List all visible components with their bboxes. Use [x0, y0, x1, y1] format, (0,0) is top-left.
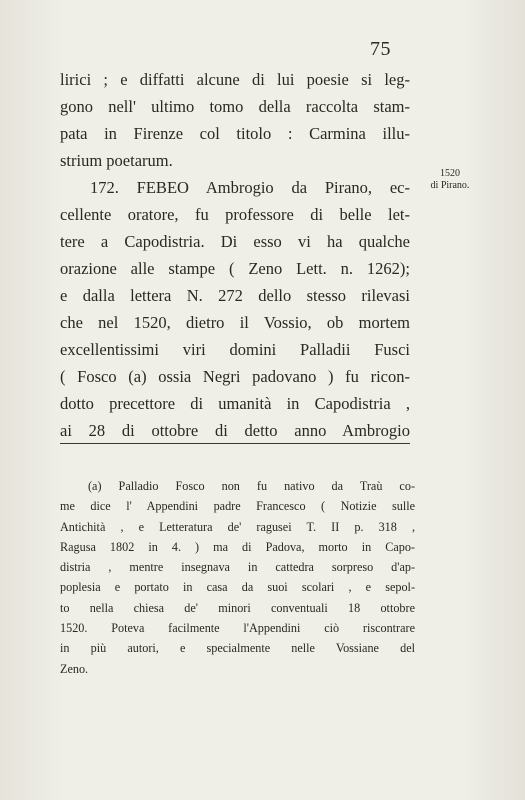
text-line: gono nell' ultimo tomo della raccolta stam- [60, 97, 410, 116]
footnote-divider [60, 443, 410, 444]
text-line: e dalla lettera N. 272 dello stesso rilevasi [60, 286, 410, 305]
text-line: pata in Firenze col titolo : Carmina illu- [60, 124, 410, 143]
footnote-line: poplesia e portato in casa da suoi scolari , e sepol- [60, 580, 415, 595]
margin-note [420, 168, 480, 192]
text-line: strium poetarum. [60, 151, 173, 170]
text-line: che nel 1520, dietro il Vossio, ob mortem [60, 313, 410, 332]
text-line: cellente oratore, fu professore di belle let- [60, 205, 410, 224]
text-line: ( Fosco (a) ossia Negri padovano ) fu ricon- [60, 367, 410, 386]
margin-note-year: 1520 [440, 168, 460, 179]
margin-note-text: di Pirano. [430, 180, 470, 191]
text-line: excellentissimi viri domini Palladii Fusci [60, 340, 410, 359]
text-line: dotto precettore di umanità in Capodistria , [60, 394, 410, 413]
text-line: lirici ; e diffatti alcune di lui poesie si leg- [60, 70, 410, 89]
text-line: ai 28 di ottobre di detto anno Ambrogio [60, 421, 410, 440]
main-text [60, 66, 410, 444]
footnote-line: 1520. Poteva facilmente l'Appendini ciò riscontrare [60, 621, 415, 636]
footnote-line: me dice l' Appendini padre Francesco ( Notizie sulle [60, 499, 415, 514]
paragraph-start-line: 172. FEBEO Ambrogio da Pirano, ec- [90, 178, 410, 197]
footnote-line: in più autori, e specialmente nelle Vossiane del [60, 641, 415, 656]
text-line: orazione alle stampe ( Zeno Lett. n. 1262); [60, 259, 410, 278]
footnote-line: Ragusa 1802 in 4. ) ma di Padova, morto in Capo- [60, 539, 415, 554]
page-number: 75 [370, 38, 391, 60]
footnote-line: Zeno. [60, 661, 89, 676]
text-line: tere a Capodistria. Di esso vi ha qualche [60, 232, 410, 251]
footnote-line: to nella chiesa de' minori conventuali 18 ottobre [60, 600, 415, 615]
footnote [60, 476, 415, 679]
footnote-line: Antichità , e Letteratura de' ragusei T. II p. 318 , [60, 519, 415, 534]
footnote-line: distria , mentre insegnava in cattedra sorpreso d'ap- [60, 560, 415, 575]
footnote-line: (a) Palladio Fosco non fu nativo da Traù co- [88, 479, 415, 493]
